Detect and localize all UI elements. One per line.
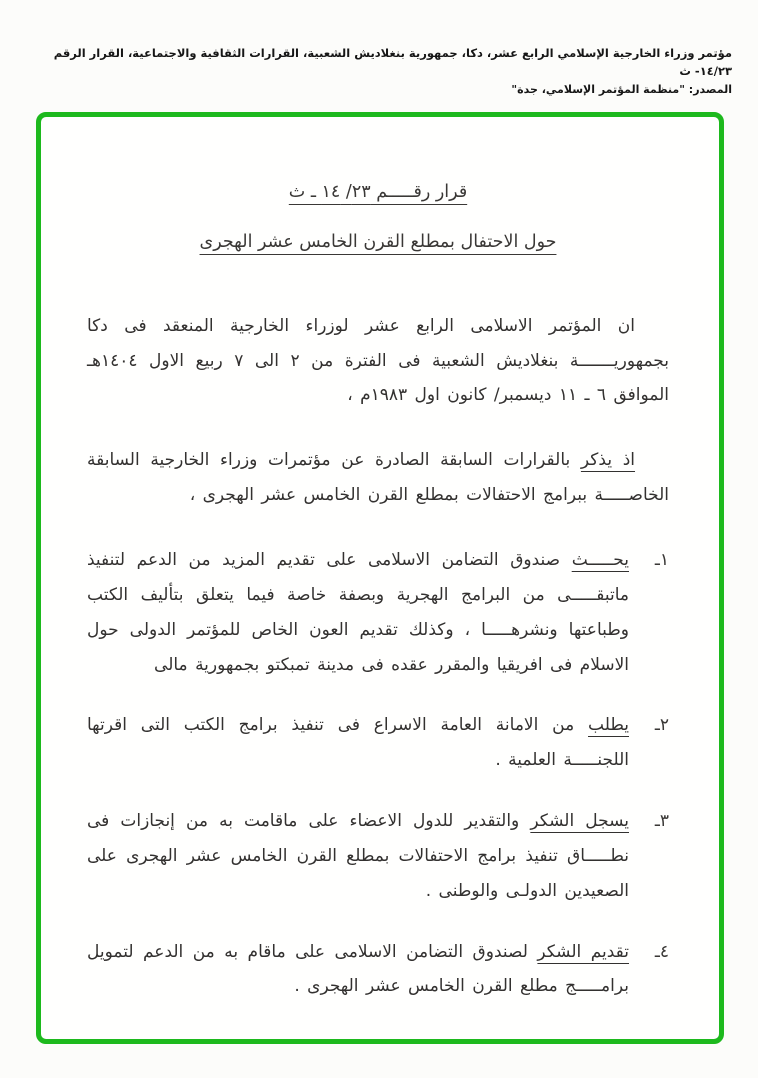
resolution-items <box>87 543 669 1004</box>
item-2-lead: يطلب <box>588 715 629 736</box>
resolution-item-2 <box>87 708 669 778</box>
item-3-text: والتقدير للدول الاعضاء على ماقامت به من إنجازات فى نطـــــاق تنفيذ برامج الاحتفالات بمطلع القرن الخامس عشر الهجرى على الصعيدين الدولـى والوطنى . <box>87 811 629 901</box>
preamble-paragraph-1 <box>87 309 669 414</box>
preamble-paragraph-2 <box>87 443 669 513</box>
item-3-body <box>87 804 629 909</box>
document-body <box>41 117 719 1039</box>
citation-line-source: مؤتمر وزراء الخارجية الإسلامي الرابع عشر، دكا، جمهورية بنغلاديش الشعبية، القرارات الثقافية والاجتماعية، القرار الرقم ١٤/٢٣- ث <box>53 46 732 79</box>
item-3-lead: يسجل الشكر <box>530 811 629 832</box>
resolution-item-1 <box>87 543 669 682</box>
preamble-paragraph-2-lead: اذ يذكر <box>580 450 636 471</box>
item-1-text: صندوق التضامن الاسلامى على تقديم المزيد من الدعم لتنفيذ ماتبقـــــى من البرامج الهجرية وبصفة خاصة فيما يتعلق بتأليف الكتب وطباعتها ونشرهـــــا ، وكذلك تقديم العون الخاص للمؤتمر الدولى حول الاسلام فى افريقيا والمقرر عقده فى مدينة تمبكتو بجمهورية مالى <box>87 549 629 675</box>
resolution-subject-title: حول الاحتفال بمطلع القرن الخامس عشر الهجرى <box>199 231 557 252</box>
item-2-text: من الامانة العامة الاسراع فى تنفيذ برامج الكتب التى اقرتها اللجنـــــة العلمية . <box>87 715 629 771</box>
item-1-number: ١ـ <box>654 549 669 570</box>
citation-line-publisher: المصدر: "منظمة المؤتمر الإسلامي، جدة" <box>511 82 732 96</box>
document-frame <box>36 112 724 1044</box>
preamble-paragraph-2-text: بالقرارات السابقة الصادرة عن مؤتمرات وزراء الخارجية السابقة الخاصـــــة ببرامج الاحتفالات بمطلع القرن الخامس عشر الهجرى ، <box>87 450 669 506</box>
item-4-number: ٤ـ <box>654 941 669 962</box>
item-1-lead: يحـــــث <box>571 549 629 570</box>
title-block <box>87 175 669 261</box>
preamble-paragraph-1-text: ان المؤتمر الاسلامى الرابع عشر لوزراء الخارجية المنعقد فى دكا بجمهوريـــــــة بنغلاديش الشعبية فى الفترة من ٢ الى ٧ ربيع الاول ١٤٠٤هـ الموافق ٦ ـ ١١ ديسمبر/ كانون اول ١٩٨٣م ، <box>87 315 669 406</box>
resolution-item-4 <box>87 935 669 1005</box>
item-4-lead: تقديم الشكر <box>537 941 630 962</box>
item-2-body <box>87 708 629 778</box>
item-1-body <box>87 543 629 682</box>
resolution-number-title: قرار رقـــــم ٢٣/ ١٤ ـ ث <box>288 182 468 202</box>
item-2-number: ٢ـ <box>654 715 669 736</box>
citation-header <box>24 44 732 99</box>
resolution-item-3 <box>87 804 669 909</box>
item-4-text: لصندوق التضامن الاسلامى على ماقام به من الدعم لتمويل برامـــــج مطلع القرن الخامس عشر الهجرى . <box>87 941 629 997</box>
item-3-number: ٣ـ <box>654 811 669 832</box>
item-4-body <box>87 935 629 1005</box>
